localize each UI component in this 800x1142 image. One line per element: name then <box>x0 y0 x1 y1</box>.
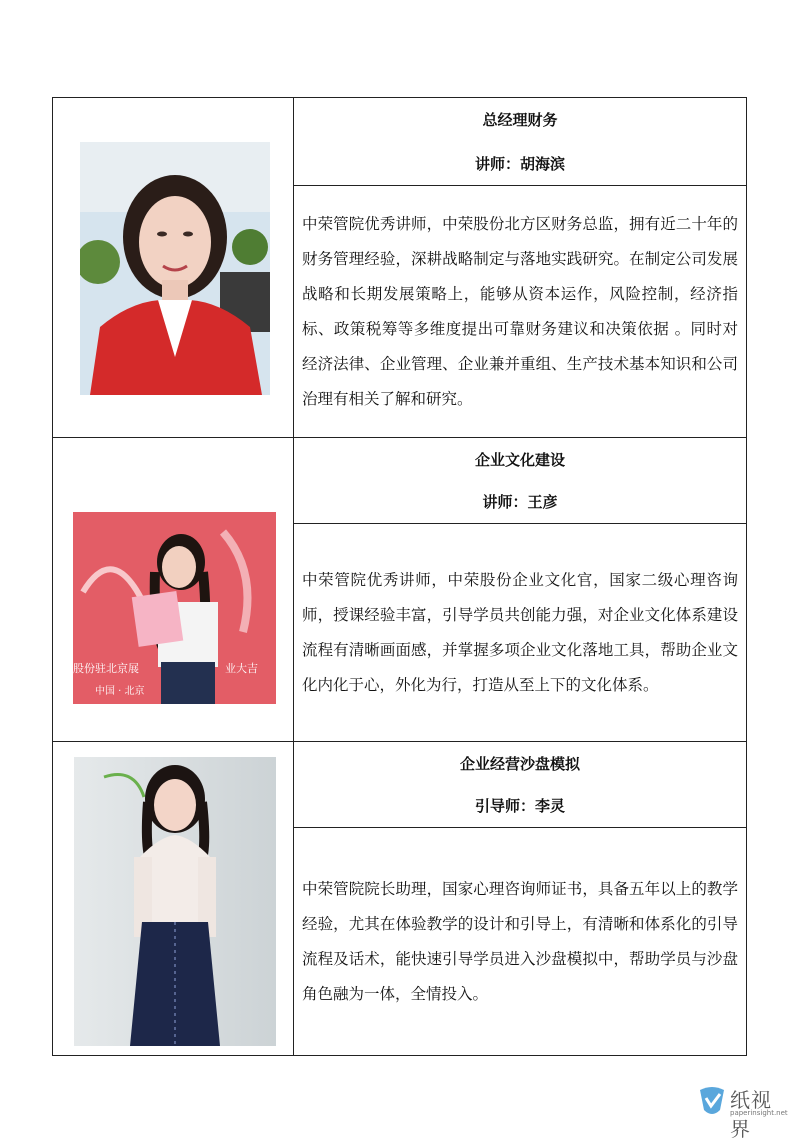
watermark-title: 纸视界 <box>730 1088 772 1141</box>
table-row <box>53 98 746 438</box>
description-text: 中荣管院院长助理，国家心理咨询师证书，具备五年以上的教学经验，尤其在体验教学的设计和引导上，有清晰和体系化的引导流程及话术，能快速引导学员进入沙盘模拟中，帮助学员与沙盘角色融为一体，全情投入。 <box>302 879 738 1003</box>
course-header <box>294 438 746 524</box>
watermark-logo-icon <box>696 1084 728 1118</box>
instructor-photo-1 <box>80 142 270 395</box>
info-cell <box>294 98 746 437</box>
course-title: 企业文化建设 <box>474 450 565 469</box>
table-row <box>53 742 746 1055</box>
course-header <box>294 742 746 828</box>
table-row <box>53 438 746 742</box>
description-text: 中荣管院优秀讲师，中荣股份企业文化官，国家二级心理咨询师，授课经验丰富，引导学员共创能力强，对企业文化体系建设流程有清晰画面感，并掌握多项企业文化落地工具，帮助企业文化内化于心，外化为行，打造从至上下的文化体系。 <box>302 570 738 694</box>
instructor-description <box>294 524 746 741</box>
watermark <box>696 1082 788 1141</box>
photo-cell <box>53 98 294 437</box>
instructor-description <box>294 186 746 437</box>
course-title: 企业经营沙盘模拟 <box>459 754 580 773</box>
course-title: 总经理财务 <box>482 111 558 130</box>
photo-caption-location: 中国 · 北京 <box>95 686 145 697</box>
info-cell <box>294 438 746 741</box>
instructor-table <box>52 97 747 1056</box>
lecturer-name: 讲师：胡海滨 <box>474 154 565 173</box>
photo-cell <box>53 438 294 741</box>
lecturer-name: 讲师：王彦 <box>482 493 558 512</box>
instructor-description <box>294 828 746 1055</box>
info-cell <box>294 742 746 1055</box>
photo-caption-right: 业大吉 <box>225 662 258 675</box>
photo-caption-banner: 股份驻北京展 <box>73 662 139 675</box>
description-text: 中荣管院优秀讲师，中荣股份北方区财务总监，拥有近二十年的财务管理经验，深耕战略制定与落地实践研究。在制定公司发展战略和长期发展策略上，能够从资本运作，风险控制，经济指标、政策税筹等多维度提出可靠财务建议和决策依据 。同时对经济法律、企业管理、企业兼并重组、生产技术基本知识和公司治理有相关了解和研究。 <box>302 214 738 408</box>
watermark-url: paperinsight.net <box>730 1109 788 1117</box>
photo-cell <box>53 742 294 1055</box>
lecturer-name: 引导师：李灵 <box>474 797 565 816</box>
course-header <box>294 98 746 186</box>
instructor-photo-2 <box>73 512 276 704</box>
instructor-photo-3 <box>74 757 276 1046</box>
